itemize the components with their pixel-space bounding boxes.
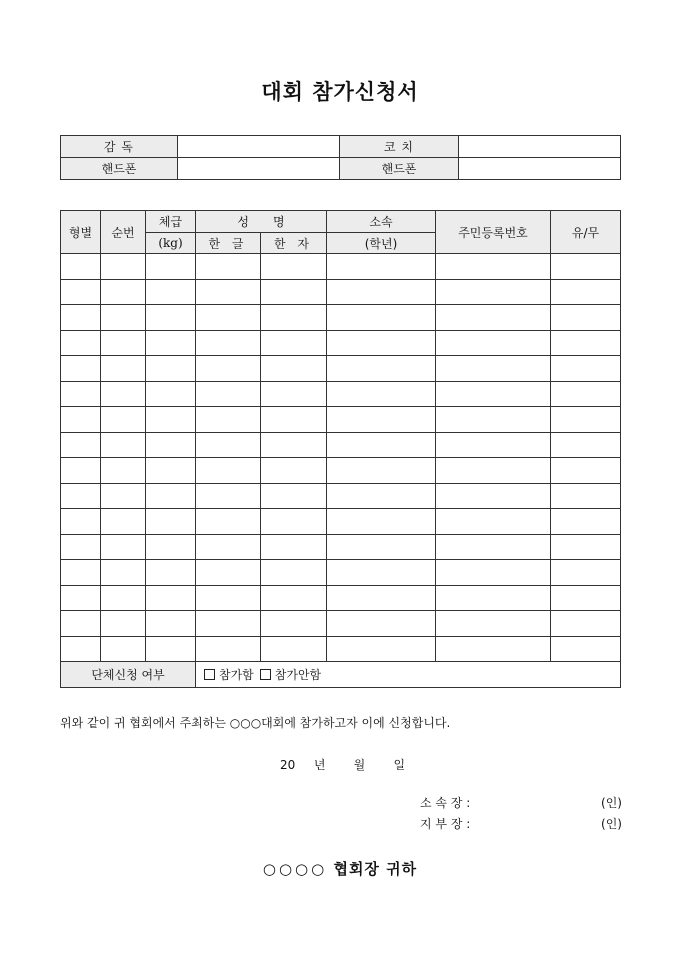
entry-cell-name-korean[interactable] xyxy=(196,432,261,458)
entry-cell-order[interactable] xyxy=(101,611,146,637)
table-row xyxy=(61,381,621,407)
entry-cell-affiliation[interactable] xyxy=(327,560,436,586)
entry-cell-division[interactable] xyxy=(61,407,101,433)
entry-cell-weight-class[interactable] xyxy=(146,483,196,509)
entry-cell-affiliation[interactable] xyxy=(327,636,436,662)
entry-cell-order[interactable] xyxy=(101,305,146,331)
entry-cell-name-hanja[interactable] xyxy=(261,407,327,433)
entry-cell-weight-class[interactable] xyxy=(146,381,196,407)
entry-cell-division[interactable] xyxy=(61,636,101,662)
entry-cell-order[interactable] xyxy=(101,560,146,586)
date-month-label: 월 xyxy=(353,758,366,772)
entry-cell-status[interactable] xyxy=(551,356,621,382)
entry-cell-affiliation[interactable] xyxy=(327,356,436,382)
entry-cell-affiliation[interactable] xyxy=(327,509,436,535)
entry-cell-order[interactable] xyxy=(101,432,146,458)
header-weight-class: 체급 xyxy=(146,211,196,233)
header-name-korean: 한 글 xyxy=(196,233,261,254)
date-year-prefix: 20 xyxy=(280,758,296,772)
entry-cell-name-korean[interactable] xyxy=(196,330,261,356)
coach-label: 코 치 xyxy=(340,136,459,158)
header-grade: (학년) xyxy=(327,233,436,254)
table-row xyxy=(61,636,621,662)
entry-cell-weight-class[interactable] xyxy=(146,356,196,382)
entry-cell-status[interactable] xyxy=(551,407,621,433)
entry-cell-name-korean[interactable] xyxy=(196,585,261,611)
entry-cell-order[interactable] xyxy=(101,279,146,305)
entry-cell-status[interactable] xyxy=(551,611,621,637)
director-label: 감 독 xyxy=(61,136,178,158)
table-row xyxy=(61,356,621,382)
entry-cell-order[interactable] xyxy=(101,407,146,433)
entry-cell-resident-number[interactable] xyxy=(436,585,551,611)
entry-cell-weight-class[interactable] xyxy=(146,305,196,331)
table-row xyxy=(61,458,621,484)
entry-cell-division[interactable] xyxy=(61,509,101,535)
entry-cell-name-korean[interactable] xyxy=(196,483,261,509)
entry-cell-resident-number[interactable] xyxy=(436,432,551,458)
header-name: 성 명 xyxy=(196,211,327,233)
entry-cell-order[interactable] xyxy=(101,483,146,509)
date-year-label: 년 xyxy=(313,758,326,772)
not-participate-option[interactable] xyxy=(260,668,321,682)
entry-cell-division[interactable] xyxy=(61,432,101,458)
entry-cell-resident-number[interactable] xyxy=(436,356,551,382)
entry-cell-name-hanja[interactable] xyxy=(261,279,327,305)
entry-table xyxy=(60,210,621,688)
header-weight-unit: (kg) xyxy=(146,233,196,254)
entry-cell-name-hanja[interactable] xyxy=(261,483,327,509)
entry-cell-resident-number[interactable] xyxy=(436,509,551,535)
entry-cell-resident-number[interactable] xyxy=(436,305,551,331)
entry-cell-resident-number[interactable] xyxy=(436,254,551,280)
entry-cell-affiliation[interactable] xyxy=(327,305,436,331)
not-participate-checkbox[interactable] xyxy=(260,669,271,680)
team-application-row xyxy=(61,662,621,688)
entry-cell-weight-class[interactable] xyxy=(146,611,196,637)
table-row xyxy=(61,305,621,331)
entry-cell-name-korean[interactable] xyxy=(196,279,261,305)
entry-cell-weight-class[interactable] xyxy=(146,509,196,535)
entry-cell-status[interactable] xyxy=(551,432,621,458)
entry-cell-order[interactable] xyxy=(101,636,146,662)
entry-cell-order[interactable] xyxy=(101,254,146,280)
entry-cell-resident-number[interactable] xyxy=(436,534,551,560)
header-name-hanja: 한 자 xyxy=(261,233,327,254)
association-name-mask: ○○○○ xyxy=(262,860,328,878)
entry-cell-name-korean[interactable] xyxy=(196,407,261,433)
director-phone-label: 핸드폰 xyxy=(61,158,178,180)
table-row xyxy=(61,407,621,433)
entry-cell-weight-class[interactable] xyxy=(146,330,196,356)
entry-cell-name-hanja[interactable] xyxy=(261,560,327,586)
entry-cell-affiliation[interactable] xyxy=(327,279,436,305)
participate-option[interactable] xyxy=(204,668,254,682)
entry-cell-name-korean[interactable] xyxy=(196,458,261,484)
entry-cell-affiliation[interactable] xyxy=(327,458,436,484)
application-statement: 위와 같이 귀 협회에서 주최하는 ○○○대회에 참가하고자 이에 신청합니다. xyxy=(60,716,451,730)
entry-cell-division[interactable] xyxy=(61,585,101,611)
entry-cell-name-korean[interactable] xyxy=(196,636,261,662)
table-row xyxy=(61,509,621,535)
entry-cell-status[interactable] xyxy=(551,254,621,280)
entry-cell-order[interactable] xyxy=(101,534,146,560)
coach-phone-field[interactable] xyxy=(459,158,621,180)
entry-cell-order[interactable] xyxy=(101,356,146,382)
entry-cell-name-hanja[interactable] xyxy=(261,534,327,560)
entry-cell-affiliation[interactable] xyxy=(327,330,436,356)
participate-label: 참가함 xyxy=(219,668,254,682)
signature-role: 지 부 장 : xyxy=(420,817,471,831)
entry-cell-division[interactable] xyxy=(61,483,101,509)
entry-cell-division[interactable] xyxy=(61,254,101,280)
entry-cell-name-hanja[interactable] xyxy=(261,305,327,331)
addressee-text: 협회장 귀하 xyxy=(333,860,418,878)
entry-cell-affiliation[interactable] xyxy=(327,432,436,458)
entry-cell-resident-number[interactable] xyxy=(436,407,551,433)
signature-branch-head xyxy=(420,815,622,832)
entry-cell-name-korean[interactable] xyxy=(196,560,261,586)
entry-cell-name-korean[interactable] xyxy=(196,356,261,382)
document-title: 대회 참가신청서 xyxy=(261,79,419,104)
entry-cell-name-korean[interactable] xyxy=(196,305,261,331)
entry-cell-order[interactable] xyxy=(101,381,146,407)
entry-cell-division[interactable] xyxy=(61,356,101,382)
entry-cell-affiliation[interactable] xyxy=(327,483,436,509)
entry-cell-status[interactable] xyxy=(551,509,621,535)
entry-cell-weight-class[interactable] xyxy=(146,254,196,280)
entry-cell-status[interactable] xyxy=(551,458,621,484)
entry-cell-name-hanja[interactable] xyxy=(261,636,327,662)
entry-cell-weight-class[interactable] xyxy=(146,534,196,560)
entry-cell-affiliation[interactable] xyxy=(327,254,436,280)
entry-cell-name-hanja[interactable] xyxy=(261,330,327,356)
entry-cell-name-hanja[interactable] xyxy=(261,254,327,280)
table-row xyxy=(61,330,621,356)
signature-role: 소 속 장 : xyxy=(420,796,471,810)
table-row xyxy=(61,254,621,280)
entry-cell-name-hanja[interactable] xyxy=(261,509,327,535)
entry-cell-name-hanja[interactable] xyxy=(261,381,327,407)
entry-cell-division[interactable] xyxy=(61,330,101,356)
entry-cell-name-korean[interactable] xyxy=(196,534,261,560)
table-row xyxy=(61,585,621,611)
seal-mark: (인) xyxy=(601,796,622,810)
entry-cell-name-hanja[interactable] xyxy=(261,432,327,458)
entry-cell-affiliation[interactable] xyxy=(327,585,436,611)
entry-cell-name-korean[interactable] xyxy=(196,611,261,637)
entry-cell-affiliation[interactable] xyxy=(327,534,436,560)
entry-cell-name-korean[interactable] xyxy=(196,509,261,535)
entry-cell-order[interactable] xyxy=(101,509,146,535)
participate-checkbox[interactable] xyxy=(204,669,215,680)
entry-cell-status[interactable] xyxy=(551,381,621,407)
entry-cell-division[interactable] xyxy=(61,381,101,407)
entry-cell-status[interactable] xyxy=(551,585,621,611)
table-row xyxy=(61,560,621,586)
entry-cell-division[interactable] xyxy=(61,458,101,484)
entry-cell-name-korean[interactable] xyxy=(196,381,261,407)
entry-cell-affiliation[interactable] xyxy=(327,407,436,433)
entry-cell-weight-class[interactable] xyxy=(146,279,196,305)
header-order: 순번 xyxy=(101,211,146,254)
entry-cell-division[interactable] xyxy=(61,534,101,560)
entry-cell-division[interactable] xyxy=(61,560,101,586)
signature-affiliation-head xyxy=(420,794,622,811)
entry-cell-name-hanja[interactable] xyxy=(261,585,327,611)
entry-cell-weight-class[interactable] xyxy=(146,458,196,484)
table-row xyxy=(61,483,621,509)
entry-cell-order[interactable] xyxy=(101,585,146,611)
seal-mark: (인) xyxy=(601,817,622,831)
entry-cell-resident-number[interactable] xyxy=(436,330,551,356)
entry-cell-resident-number[interactable] xyxy=(436,279,551,305)
entry-cell-affiliation[interactable] xyxy=(327,611,436,637)
table-row xyxy=(61,611,621,637)
entry-cell-name-hanja[interactable] xyxy=(261,458,327,484)
entry-cell-resident-number[interactable] xyxy=(436,381,551,407)
entry-cell-status[interactable] xyxy=(551,279,621,305)
coach-field[interactable] xyxy=(459,136,621,158)
entry-cell-resident-number[interactable] xyxy=(436,636,551,662)
entry-cell-resident-number[interactable] xyxy=(436,560,551,586)
director-phone-field[interactable] xyxy=(178,158,340,180)
entry-cell-name-korean[interactable] xyxy=(196,254,261,280)
header-affiliation: 소속 xyxy=(327,211,436,233)
entry-cell-order[interactable] xyxy=(101,330,146,356)
entry-cell-status[interactable] xyxy=(551,560,621,586)
entry-cell-division[interactable] xyxy=(61,611,101,637)
team-application-options xyxy=(196,662,621,688)
entry-cell-status[interactable] xyxy=(551,636,621,662)
table-row xyxy=(61,432,621,458)
entry-cell-status[interactable] xyxy=(551,534,621,560)
header-division: 형별 xyxy=(61,211,101,254)
date-day-label: 일 xyxy=(393,758,406,772)
entry-cell-division[interactable] xyxy=(61,279,101,305)
table-row xyxy=(61,279,621,305)
entry-cell-resident-number[interactable] xyxy=(436,458,551,484)
entry-cell-status[interactable] xyxy=(551,483,621,509)
not-participate-label: 참가안함 xyxy=(274,668,322,682)
coach-phone-label: 핸드폰 xyxy=(340,158,459,180)
entry-cell-weight-class[interactable] xyxy=(146,585,196,611)
entry-cell-affiliation[interactable] xyxy=(327,381,436,407)
table-row xyxy=(61,534,621,560)
entry-cell-resident-number[interactable] xyxy=(436,483,551,509)
entry-cell-name-hanja[interactable] xyxy=(261,611,327,637)
entry-cell-name-hanja[interactable] xyxy=(261,356,327,382)
entry-cell-weight-class[interactable] xyxy=(146,560,196,586)
entry-cell-weight-class[interactable] xyxy=(146,407,196,433)
entry-cell-status[interactable] xyxy=(551,330,621,356)
staff-table xyxy=(60,135,621,180)
entry-cell-resident-number[interactable] xyxy=(436,611,551,637)
application-date xyxy=(280,756,405,773)
header-status: 유/무 xyxy=(551,211,621,254)
header-resident-number: 주민등록번호 xyxy=(436,211,551,254)
team-application-label: 단체신청 여부 xyxy=(61,662,196,688)
addressee xyxy=(0,858,680,879)
entry-cell-order[interactable] xyxy=(101,458,146,484)
director-field[interactable] xyxy=(178,136,340,158)
entry-cell-weight-class[interactable] xyxy=(146,636,196,662)
entry-cell-division[interactable] xyxy=(61,305,101,331)
entry-cell-weight-class[interactable] xyxy=(146,432,196,458)
entry-cell-status[interactable] xyxy=(551,305,621,331)
